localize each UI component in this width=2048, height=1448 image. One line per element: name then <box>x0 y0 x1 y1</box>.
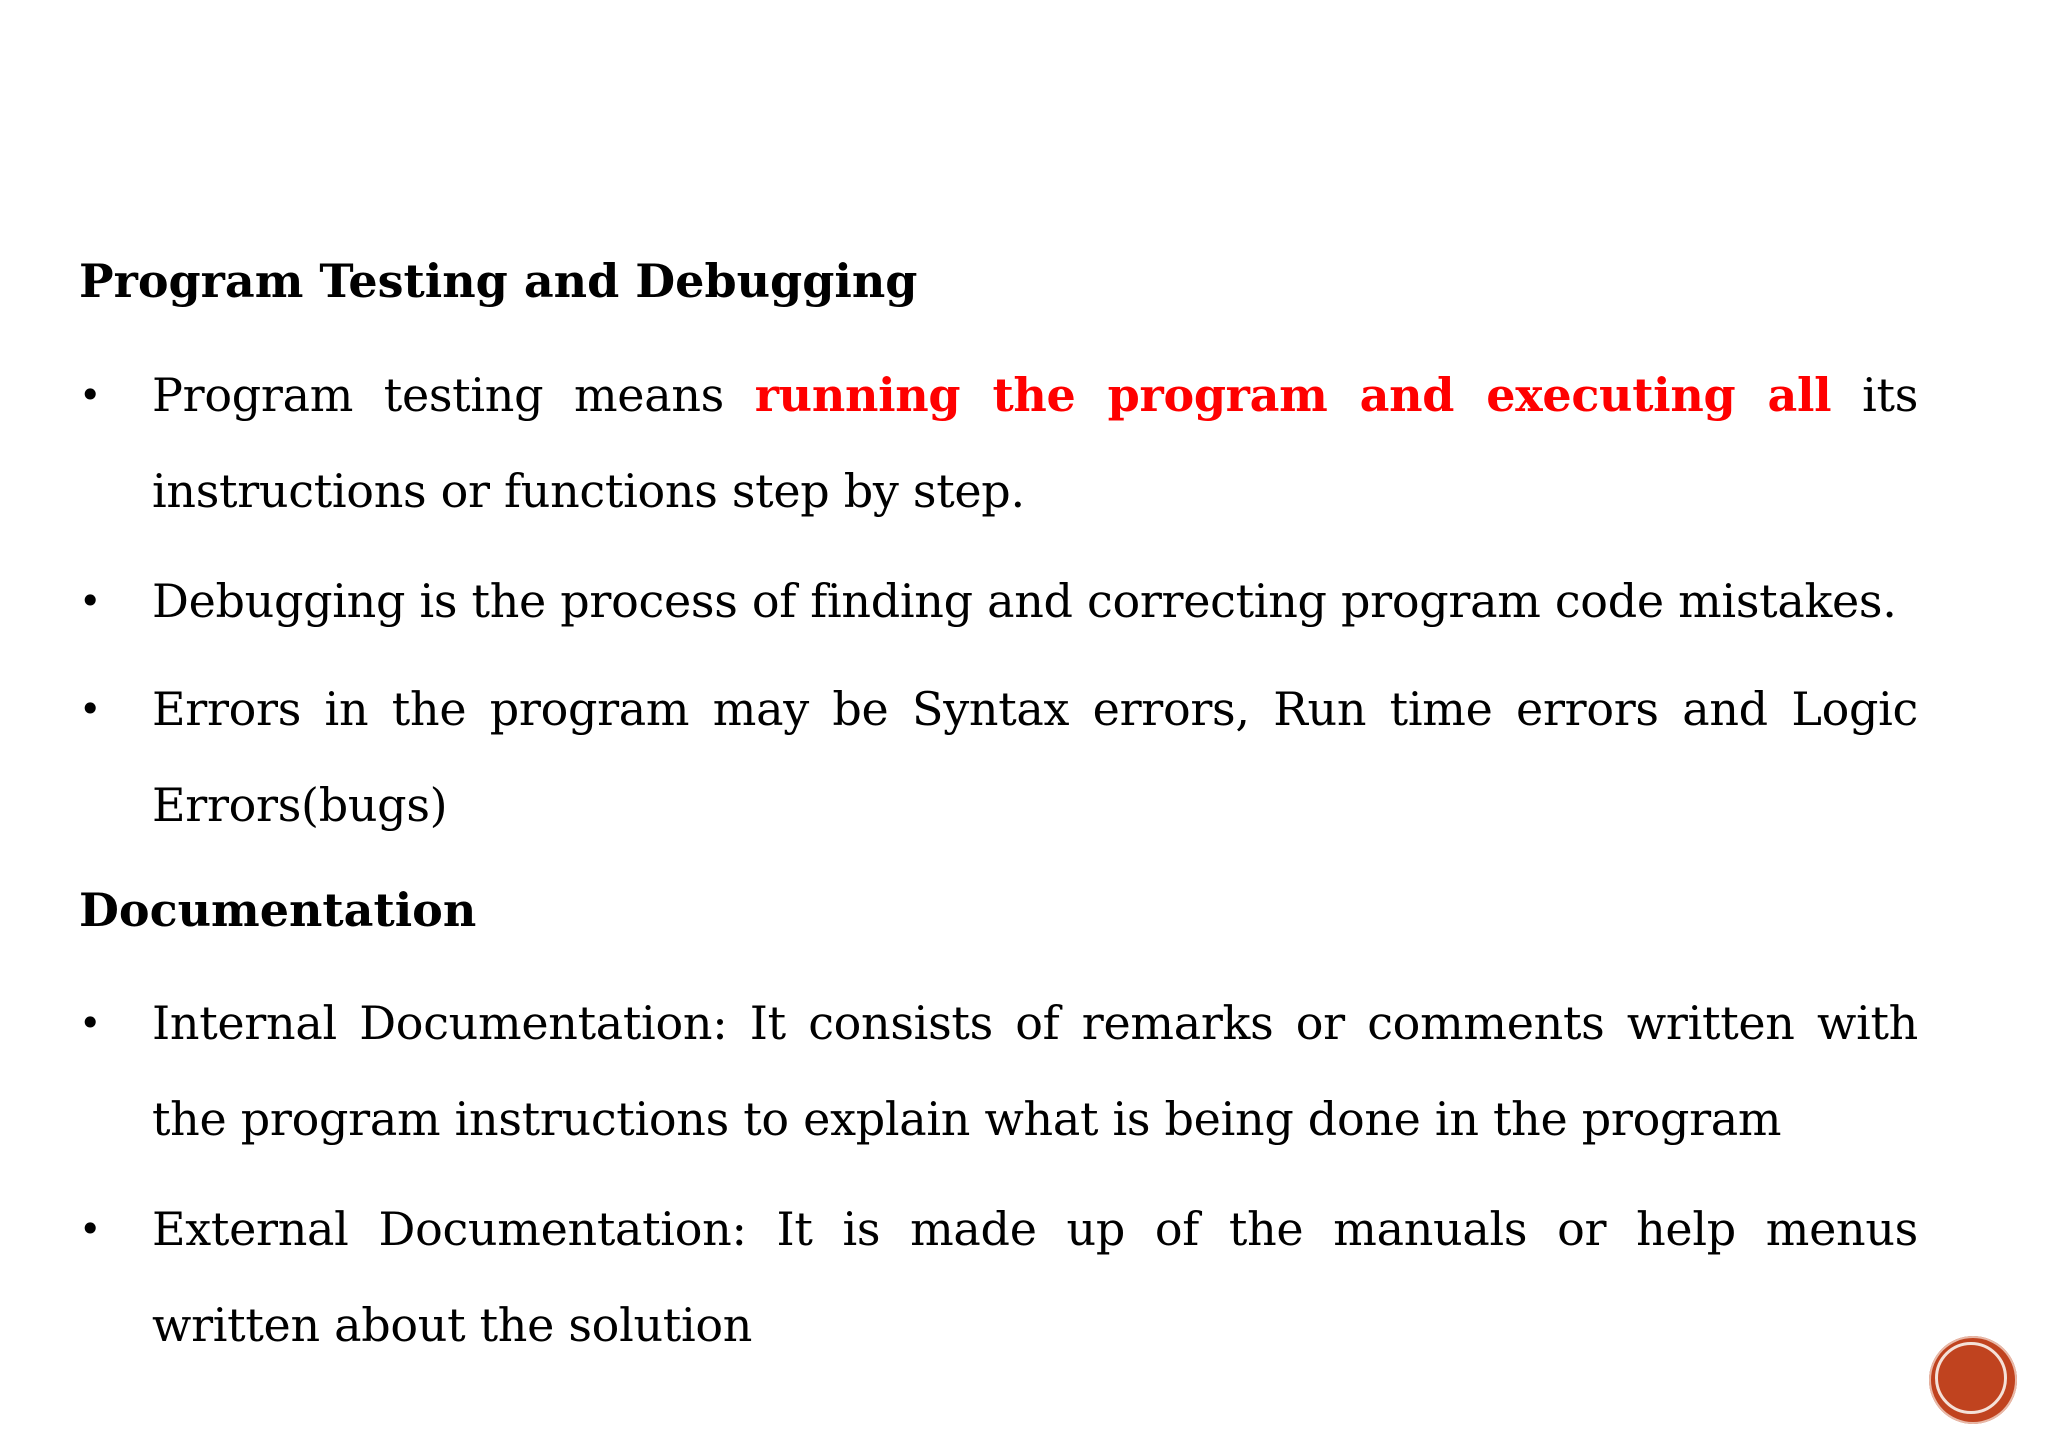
bullet-text: External Documentation: It is made up of the manuals or help menus written about the solution <box>152 1202 1918 1352</box>
bullet-symbol: • <box>79 1001 102 1045</box>
heading-testing-debugging: Program Testing and Debugging <box>79 254 918 308</box>
slide-badge-icon <box>1929 1336 2017 1424</box>
bullet-symbol: • <box>79 579 102 623</box>
testing-text-after: its instructions or functions step by step. <box>152 368 1918 518</box>
bullet-symbol: • <box>79 687 102 731</box>
heading-documentation: Documentation <box>79 883 477 937</box>
bullet-symbol: • <box>79 373 102 417</box>
bullet-errors <box>79 661 1919 853</box>
bullet-internal-documentation <box>79 975 1919 1167</box>
bullet-symbol: • <box>79 1207 102 1251</box>
bullet-text <box>152 347 1918 539</box>
bullet-text: Internal Documentation: It consists of remarks or comments written with the program instructions to explain what is being done in the program <box>152 996 1918 1146</box>
bullet-external-documentation <box>79 1181 1919 1373</box>
bullet-text: Errors in the program may be Syntax errors, Run time errors and Logic Errors(bugs) <box>152 682 1918 832</box>
bullet-text: Debugging is the process of finding and correcting program code mistakes. <box>152 574 1897 628</box>
bullet-program-testing <box>79 347 1919 539</box>
bullet-debugging <box>79 553 1919 649</box>
testing-text-before: Program testing means <box>152 368 755 422</box>
testing-highlight: running the program and executing all <box>754 368 1832 422</box>
